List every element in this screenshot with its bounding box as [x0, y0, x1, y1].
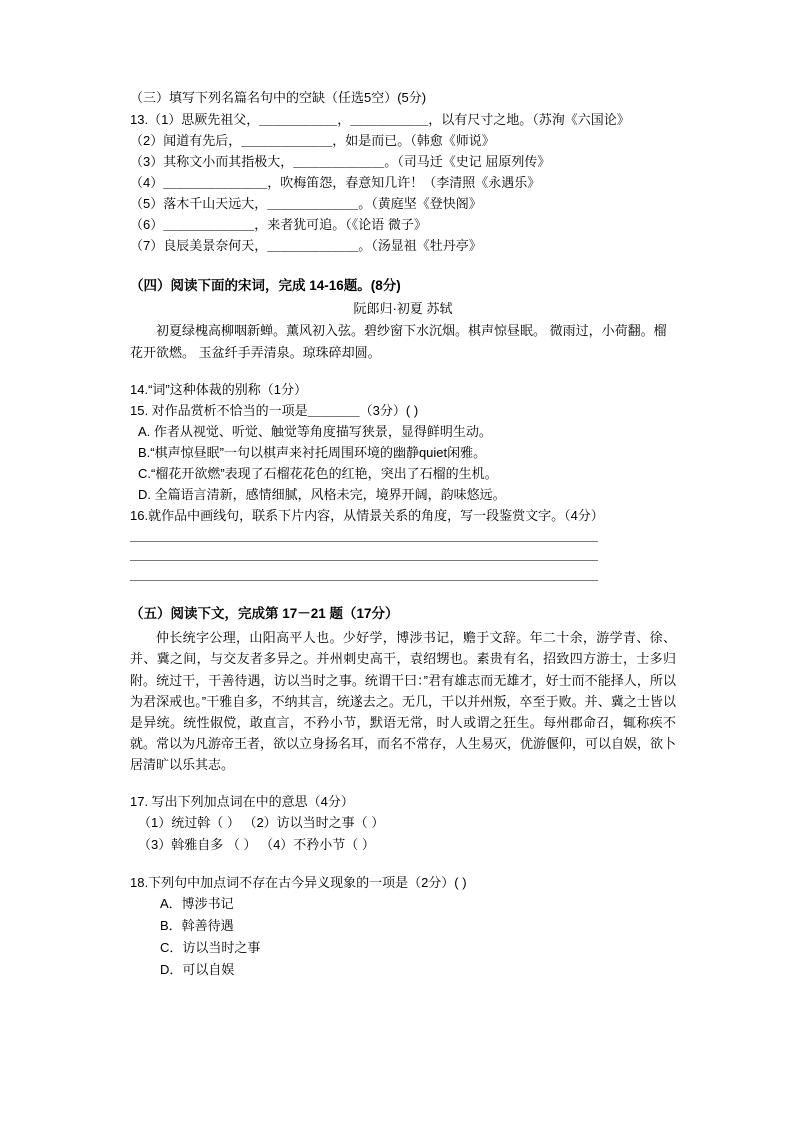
answer-rule-3: ＿＿＿＿＿＿＿＿＿＿＿＿＿＿＿＿＿＿＿＿＿＿＿＿＿＿＿＿＿＿＿＿＿＿＿＿	[130, 566, 599, 582]
section-four-heading: （四）阅读下面的宋词，完成 14-16题。(8分)	[130, 278, 401, 294]
answer-rule-1: ＿＿＿＿＿＿＿＿＿＿＿＿＿＿＿＿＿＿＿＿＿＿＿＿＿＿＿＿＿＿＿＿＿＿＿＿	[130, 527, 599, 543]
fill-item-1: 13.（1）思厥先祖父，＿＿＿＿＿＿，＿＿＿＿＿＿，以有尺寸之地。（苏洵《六国论》	[130, 111, 630, 127]
fill-item-5: （5）落木千山天远大，＿＿＿＿＿＿＿。（黄庭坚《登快阁》	[130, 195, 482, 211]
question-15-option-a: A. 作者从视觉、听觉、触觉等角度描写狭景，显得鲜明生动。	[138, 423, 492, 439]
poem-body: 初夏绿槐高柳咽新蝉。薰风初入弦。碧纱窗下水沉烟。棋声惊昼眠。 微雨过，小荷翻。榴花开欲燃。 玉盆纤手弄清泉。琼珠碎却圆。	[130, 322, 667, 360]
question-17-item-2: （3）斡雅自多 （ ） （4）不矜小节（ ）	[138, 837, 375, 853]
question-15: 15. 对作品赏析不恰当的一项是＿＿＿＿（3分）( )	[130, 402, 419, 418]
section-five-heading: （五）阅读下文，完成第 17－21 题（17分）	[130, 606, 399, 622]
answer-rule-2: ＿＿＿＿＿＿＿＿＿＿＿＿＿＿＿＿＿＿＿＿＿＿＿＿＿＿＿＿＿＿＿＿＿＿＿＿	[130, 547, 599, 563]
poem-title: 阮郎归·初夏 苏轼	[353, 301, 453, 317]
question-17: 17. 写出下列加点词在中的意思（4分）	[130, 793, 354, 809]
question-16: 16.就作品中画线句，联系下片内容，从情景关系的角度，写一段鉴赏文字。（4分）	[130, 507, 604, 523]
question-18-option-a: A．博涉书记	[160, 896, 234, 912]
section-three-heading: （三）填写下列名篇名句中的空缺（任选5空）(5分)	[130, 90, 427, 105]
fill-item-2: （2）闻道有先后，＿＿＿＿＿＿＿，如是而已。（韩愈《师说》	[130, 132, 495, 148]
fill-item-3: （3）其称文小而其指极大，＿＿＿＿＿＿＿。（司马迁《史记 屈原列传》	[130, 153, 551, 169]
question-18-option-c: C．访以当时之事	[160, 940, 261, 956]
fill-item-7: （7）良辰美景奈何天，＿＿＿＿＿＿＿。（汤显祖《牡丹亭》	[130, 238, 482, 254]
question-18-option-b: B．斡善待遇	[160, 918, 234, 934]
question-15-option-b: B.“棋声惊昼眠”一句以棋声来衬托周围环境的幽静quiet闲雅。	[138, 444, 487, 460]
fill-item-6: （6）＿＿＿＿＿＿＿，来者犹可追。（《论语 微子》	[130, 217, 427, 233]
question-15-option-c: C.“榴花开欲燃”表现了石榴花花色的红艳，突出了石榴的生机。	[138, 465, 498, 481]
question-15-option-d: D. 全篇语言清新，感情细腻，风格未完，境界开阔，韵味悠远。	[138, 486, 506, 502]
classical-passage: 仲长统字公理，山阳高平人也。少好学，博涉书记，赡于文辞。年二十余，游学青、徐、并、冀之间，与交友者多异之。并州刺史高干，袁绍甥也。素贵有名，招致四方游士，士多归附。统过干，干善待遇，访以当时之事。统谓干曰：”君有雄志而无雄才，好士而不能择人，所以为君深戒也。”干雅自多，不纳其言，统遂去之。无几，干以并州叛，卒至于败。并、冀之士皆以是异统。统性俶傥，敢直言，不矜小节，默语无常，时人或谓之狂生。每州郡命召，辄称疾不就。常以为凡游帝王者，欲以立身扬名耳，而名不常存，人生易灭，优游偃仰，可以自娱，欲卜居清旷以乐其志。	[130, 630, 677, 773]
question-18: 18.下列句中加点词不存在古今异义现象的一项是（2分）( )	[130, 875, 467, 891]
question-17-item-1: （1）统过斡（ ） （2）访以当时之事（ ）	[138, 814, 385, 830]
question-14: 14.“词”这种体裁的别称（1分）	[130, 381, 307, 397]
section-five	[130, 604, 676, 981]
fill-item-4: （4）＿＿＿＿＿＿＿＿，吹梅笛怨，春意知几许！（李清照《永遇乐》	[130, 174, 541, 190]
section-three	[130, 88, 676, 256]
question-18-option-d: D．可以自娱	[160, 962, 235, 978]
section-four	[130, 276, 676, 584]
